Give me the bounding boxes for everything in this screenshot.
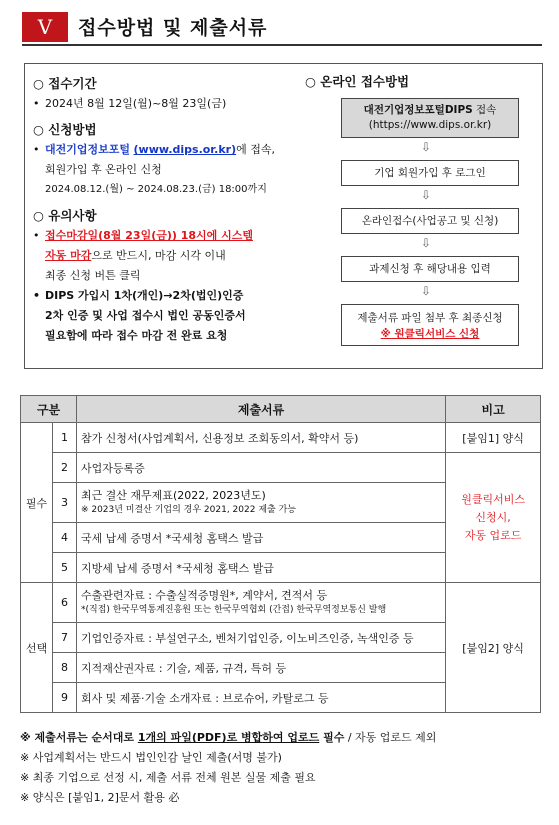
notes-heading: ○ 유의사항 — [33, 208, 97, 223]
note1-start: ※ 제출서류는 순서대로 — [20, 731, 138, 744]
row-number: 2 — [52, 453, 76, 483]
left-panel — [33, 74, 313, 346]
remark-auto-line3: 자동 업로드 — [464, 528, 522, 542]
step-online-apply: 온라인접수(사업공고 및 신청) — [341, 208, 519, 234]
row-number: 9 — [52, 683, 76, 713]
row-document — [76, 583, 445, 623]
portal-url-link[interactable]: (www.dips.or.kr) — [133, 143, 237, 156]
period-item: • 2024년 8월 12일(월)~8월 23일(금) — [33, 94, 313, 114]
row-document-sub: ※ 2023년 미결산 기업의 경우 2021, 2022 제출 가능 — [80, 504, 296, 515]
row-document: 국세 납세 증명서 *국세청 홈택스 발급 — [76, 523, 445, 553]
method-line2: 회원가입 후 온라인 신청 — [45, 163, 162, 176]
row-document-main: 최근 결산 재무제표(2022, 2023년도) — [80, 488, 266, 502]
arrow-down-icon: ⇩ — [421, 236, 432, 250]
group-optional: 선택 — [21, 583, 53, 713]
table-row — [21, 583, 541, 623]
notes-item2-line3: 필요함에 따라 접수 마감 전 완료 요청 — [45, 329, 228, 342]
row-number: 3 — [52, 483, 76, 523]
section-number: V — [22, 12, 68, 42]
method-line1-tail: 에 접속, — [236, 143, 275, 156]
row-number: 7 — [52, 623, 76, 653]
arrow-down-icon: ⇩ — [421, 284, 432, 298]
period-heading: ○ 접수기간 — [33, 76, 97, 91]
notes-item1 — [33, 226, 313, 246]
portal-name: 대전기업정보포털 — [45, 143, 131, 156]
note-forms: ※ 양식은 [붙임1, 2]문서 활용 必 — [20, 791, 180, 804]
note1-underline: 1개의 파일(PDF)로 병합하여 업로드 — [137, 731, 320, 744]
note1-tail: / 자동 업로드 제외 — [344, 731, 437, 744]
step-portal-access — [341, 98, 519, 138]
step1-tail: 접속 — [472, 104, 497, 116]
row-number: 8 — [52, 653, 76, 683]
arrow-down-icon: ⇩ — [421, 140, 432, 154]
required-documents-table — [20, 395, 541, 713]
row-document: 기업인증자료 : 부설연구소, 벤처기업인증, 이노비즈인증, 녹색인증 등 — [76, 623, 445, 653]
notes-item1-tail: 으로 반드시, 마감 시각 이내 — [91, 249, 226, 262]
online-steps-panel — [303, 72, 535, 340]
remark-form1: [붙임1] 양식 — [446, 423, 541, 453]
table-row — [21, 453, 541, 483]
note1-required: 필수 — [319, 731, 345, 744]
header-category: 구분 — [21, 396, 77, 423]
online-heading: ○ 온라인 접수방법 — [305, 74, 410, 89]
header-underline — [22, 44, 542, 46]
note-merge-pdf — [20, 728, 545, 748]
row-document — [76, 483, 445, 523]
arrow-down-icon: ⇩ — [421, 188, 432, 202]
step-fill-content: 과제신청 후 해당내용 입력 — [341, 256, 519, 282]
row-document: 회사 및 제품·기술 소개자료 : 브로슈어, 카탈로그 등 — [76, 683, 445, 713]
remark-auto-line1: 원클릭서비스 — [461, 492, 525, 506]
remark-auto-line2: 신청시, — [475, 510, 511, 524]
deadline-warning: 접수마감일(8월 23일(금)) 18시에 시스템 — [45, 229, 254, 242]
step-login: 기업 회원가입 후 로그인 — [341, 160, 519, 186]
row-number: 1 — [52, 423, 76, 453]
footer-notes — [20, 728, 545, 808]
section-title: 접수방법 및 제출서류 — [78, 17, 268, 39]
table-row — [21, 423, 541, 453]
notes-item1-line3: 최종 신청 버튼 클릭 — [45, 269, 141, 282]
row-document-sub: *(직접) 한국무역통계진흥원 또는 한국무역협회 (간접) 한국무역정보통신 발행 — [80, 604, 387, 615]
note-seal: ※ 사업계획서는 반드시 법인인감 날인 제출(서명 불가) — [20, 751, 282, 764]
group-required: 필수 — [21, 423, 53, 583]
step5-line1: 제출서류 파일 첨부 후 최종신청 — [357, 312, 503, 324]
table-header-row — [21, 396, 541, 423]
notes-item2: • DIPS 가입시 1차(개인)→2차(법인)인증 — [33, 286, 313, 306]
method-line3: 2024.08.12.(월) ~ 2024.08.23.(금) 18:00까지 — [45, 184, 267, 195]
auto-close-text: 자동 마감 — [45, 249, 92, 262]
row-document: 참가 신청서(사업계획서, 신용정보 조회동의서, 확약서 등) — [76, 423, 445, 453]
oneclick-service-note: ※ 원클릭서비스 신청 — [380, 328, 480, 340]
row-document-main: 수출관련자료 : 수출실적증명원*, 계약서, 견적서 등 — [80, 588, 328, 602]
row-document: 사업자등록증 — [76, 453, 445, 483]
row-document: 지방세 납세 증명서 *국세청 홈택스 발급 — [76, 553, 445, 583]
remark-form2: [붙임2] 양식 — [446, 583, 541, 713]
step1-portal: 대전기업정보포털DIPS — [363, 104, 473, 116]
remark-auto-upload — [446, 453, 541, 583]
method-heading: ○ 신청방법 — [33, 122, 97, 137]
step1-url: (https://www.dips.or.kr) — [368, 119, 492, 131]
row-number: 6 — [52, 583, 76, 623]
application-info-box — [24, 63, 543, 369]
row-number: 5 — [52, 553, 76, 583]
row-number: 4 — [52, 523, 76, 553]
notes-item1-line2 — [33, 246, 313, 266]
step-final-submit — [341, 304, 519, 346]
section-header — [22, 12, 542, 42]
header-documents: 제출서류 — [76, 396, 445, 423]
row-document: 지적재산권자료 : 기술, 제품, 규격, 특허 등 — [76, 653, 445, 683]
method-item — [33, 140, 313, 160]
notes-item2-line2: 2차 인증 및 사업 접수시 법인 공동인증서 — [45, 309, 246, 322]
header-remarks: 비고 — [446, 396, 541, 423]
note-original: ※ 최종 기업으로 선정 시, 제출 서류 전체 원본 실물 제출 필요 — [20, 771, 316, 784]
